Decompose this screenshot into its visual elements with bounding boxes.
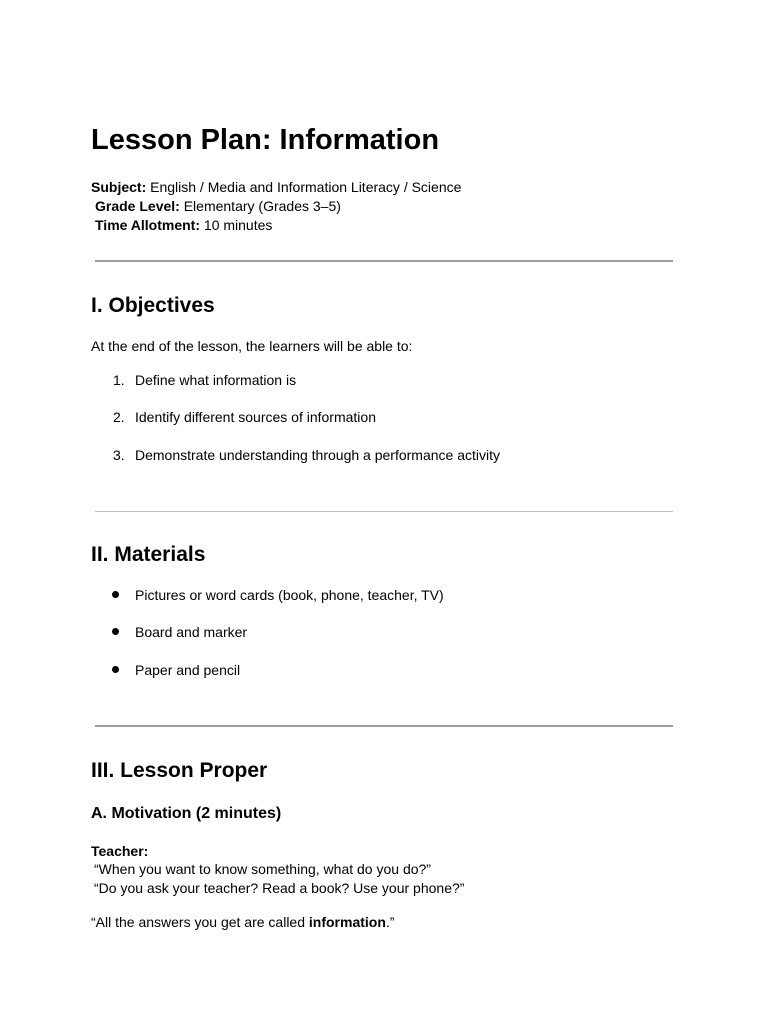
material-text: Pictures or word cards (book, phone, teacher, TV) [135, 587, 444, 603]
material-text: Board and marker [135, 624, 248, 640]
material-item [0, 623, 768, 641]
divider [95, 725, 673, 727]
time-allotment-value: 10 minutes [200, 217, 273, 233]
list-number: 1. [113, 372, 125, 388]
objective-item [0, 408, 768, 426]
subject-line [91, 178, 461, 196]
objective-text: Identify different sources of information [135, 409, 376, 425]
objective-text: Define what information is [135, 372, 297, 388]
objectives-heading: I. Objectives [91, 294, 215, 317]
time-allotment-label: Time Allotment: [95, 217, 201, 233]
grade-level-line [95, 197, 341, 215]
closing-text: “All the answers you get are called [91, 914, 309, 930]
objective-text: Demonstrate understanding through a performance activity [135, 447, 500, 463]
closing-emphasis: information [308, 914, 386, 930]
teacher-label: Teacher: [91, 843, 149, 859]
materials-heading: II. Materials [91, 543, 206, 566]
motivation-heading: A. Motivation (2 minutes) [91, 805, 282, 822]
time-allotment-line [95, 216, 272, 234]
divider [95, 260, 673, 262]
list-number: 2. [113, 409, 125, 425]
teacher-quote: “When you want to know something, what do you do?” [94, 861, 431, 877]
motivation-closing [91, 913, 394, 931]
list-number: 3. [113, 447, 125, 463]
subject-value: English / Media and Information Literacy / Science [146, 179, 462, 195]
divider [95, 511, 673, 512]
material-item [0, 586, 768, 604]
bullet-icon [112, 628, 119, 635]
grade-level-label: Grade Level: [95, 198, 180, 214]
bullet-icon [112, 666, 119, 673]
teacher-quote: “Do you ask your teacher? Read a book? Use your phone?” [94, 880, 465, 896]
page-title: Lesson Plan: Information [91, 124, 440, 156]
material-text: Paper and pencil [135, 662, 241, 678]
objectives-intro: At the end of the lesson, the learners will be able to: [91, 338, 413, 354]
objective-item [0, 371, 768, 389]
objective-item [0, 446, 768, 464]
bullet-icon [112, 591, 119, 598]
grade-level-value: Elementary (Grades 3–5) [179, 198, 341, 214]
closing-text-end: .” [385, 914, 395, 930]
material-item [0, 661, 768, 679]
subject-label: Subject: [91, 179, 147, 195]
lesson-proper-heading: III. Lesson Proper [91, 759, 268, 782]
